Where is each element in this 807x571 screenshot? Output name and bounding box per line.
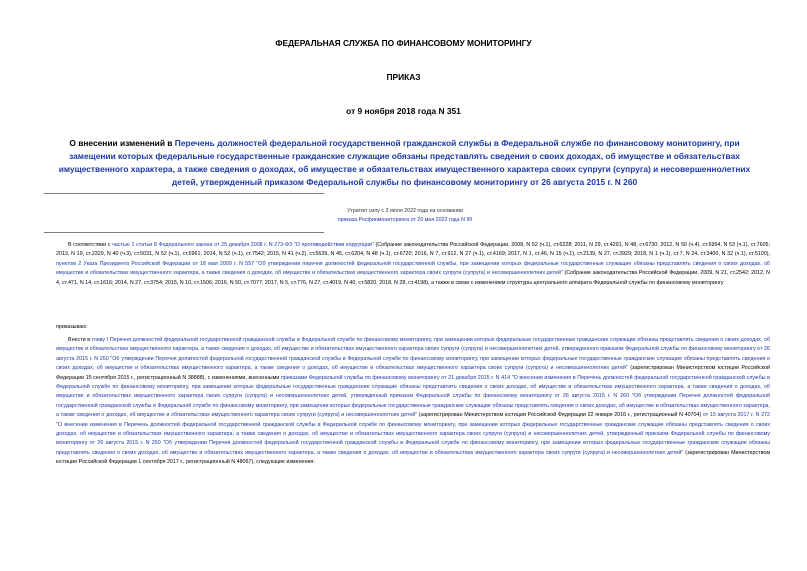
body-order-272-link[interactable]: от 15 августа 2017 г. N 272 "О внесении изменения в Перечень должностей федеральной государственной гражданской службы в Федеральной службе по финансовому мониторингу, при замещении которых федеральные государственные гражданские служащие обязаны представлять сведения о своих доходах, об имуществе и обязательствах имущественного характера, а также сведения о доходах, об имуществе и обязательствах имущественного характера своих супруги (супруга) и несовершеннолетних детей, утвержденный приказом Федеральной службы по финансовому мониторингу от 26 августа 2015 г. N 260 "Об утверждении Перечня должностей федеральной государственной гражданской службы в Федеральной службе по финансовому мониторингу, при замещении которых федеральные государственные гражданские служащие обязаны представлять сведения о своих доходах, об имуществе и обязательствах имущественного характера, а также сведения о доходах, об имуществе и обязательствах имущественного характера своих супруги (супруга) и несовершеннолетних детей" (56, 412, 771, 456)
preamble-text-3: (Собрание законодательства Российской Федерации, 2009, N 21, ст.2542; 2012, N 4, ст.471, N 14, ст.1616; 2014, N 27, ст.3754; 2015, N 10, ст.1506; 2016, N 50, ст.7077; 2017, N 5, ст.776, N 27, ст.4019, N 40, ст.5820; 2018, N 28, ст.4198), а также в связи с изменением структуры центрального аппарата Федеральной службы по финансовому мониторингу (56, 270, 770, 286)
body-paragraph (56, 336, 770, 468)
repeal-note (270, 207, 540, 225)
repeal-note-line1: Утратил силу с 3 июля 2022 года на основании (347, 208, 463, 214)
body-list-link[interactable]: главу I Перечня должностей федеральной государственной гражданской службы в Федеральной службе по финансовому мониторингу, при замещении которых федеральные государственные гражданские служащие обязаны представлять сведения о своих доходах, об имуществе и обязательствах имущественного характера, а также сведения о доходах, об имуществе и обязательствах имущественного характера своих супруги (супруга) и несовершеннолетних детей, утвержденного приказом Федеральной службы по финансовому мониторингу от 26 августа 2015 г. N 260 "Об утверждении Перечня должностей федеральной государственной гражданской службы в Федеральной службе по финансовому мониторингу, при замещении которых федеральные государственные гражданские служащие обязаны представлять сведения о своих доходах, об имуществе и обязательствах имущественного характера, а также сведения о доходах, об имуществе и обязательствах имущественного характера своих супруги (супруга) и несовершеннолетних детей" (56, 337, 771, 372)
body-text-1: Внести в (68, 337, 92, 343)
agency-heading: ФЕДЕРАЛЬНАЯ СЛУЖБА ПО ФИНАНСОВОМУ МОНИТОРИНГУ (275, 38, 532, 48)
title-text: О внесении изменений в (69, 138, 175, 148)
document-title (52, 137, 757, 189)
divider-line-2 (44, 232, 324, 233)
title-link[interactable]: Перечень должностей федеральной государственной гражданской службы в Федеральной службе по финансовому мониторингу, при замещении которых федеральные государственные гражданские служащие обязаны представлять сведения о своих доходах, об имуществе и обязательствах имущественного характера, а также сведения о доходах, об имуществе и обязательствах имущественного характера своих супруги (супруга) и несовершеннолетних детей, утвержденный приказом Федеральной службы по финансовому мониторингу от 26 августа 2015 г. N 260 (58, 138, 751, 187)
repeal-note-link[interactable]: приказа Росфинмониторинга от 20 мая 2022 года N 99 (337, 217, 473, 223)
preamble-law-link[interactable]: частью 1 статьи 8 Федерального закона от 25 декабря 2008 г. N 273-ФЗ "О противодействии коррупции" (112, 242, 374, 248)
preamble-decree-link[interactable]: пунктом 2 Указа Президента Российской Федерации от 18 мая 2009 г. N 557 "Об утверждении перечня должностей федеральной государственной службы, при замещении которых федеральные государственные служащие обязаны представлять сведения о своих доходах, об имуществе и обязательствах имущественного характера, а также сведения о доходах, об имуществе и обязательствах имущественного характера своих супруги (супруга) и несовершеннолетних детей" (56, 260, 770, 277)
body-text-4: (зарегистрирован Министерством юстиции Российской Федерации 1 сентября 2017 г., регистрационный N 48067), следующие изменения: (56, 449, 770, 466)
body-order-414-link[interactable]: приказами Федеральной службы по финансовому мониторингу от 21 декабря 2015 г. N 414 "О внесении изменения в Перечень должностей федеральной государственной гражданской службы в Федеральной службе по финансовому мониторингу, при замещении которых федеральные государственные гражданские служащие обязаны представлять сведения о своих доходах, об имуществе и обязательствах имущественного характера, а также сведения о доходах, об имуществе и обязательствах имущественного характера своих супруги (супруга) и несовершеннолетних детей, утвержденный приказом Федеральной службы по финансовому мониторингу от 26 августа 2015 г. N 260 "Об утверждении Перечня должностей федеральной государственной гражданской службы в Федеральной службе по финансовому мониторингу, при замещении которых федеральные государственные гражданские служащие обязаны представлять сведения о своих доходах, об имуществе и обязательствах имущественного характера, а также сведения о доходах, об имуществе и обязательствах имущественного характера своих супруги (супруга) и несовершеннолетних детей" (56, 374, 770, 419)
preamble-text-1: В соответствии с (68, 242, 113, 248)
order-word: приказываю: (56, 324, 88, 330)
preamble-paragraph (56, 241, 770, 288)
body-text-2: (зарегистрирован Министерством юстиции Российской Федерации 15 сентября 2015 г., регистрационный N 38888), с изменениями, внесенными (56, 365, 770, 381)
document-type: ПРИКАЗ (386, 72, 421, 82)
body-text-3: (зарегистрирован Министерством юстиции Российской Федерации 22 января 2016 г., регистрационный N 40704) (417, 412, 703, 419)
preamble-text-2: (Собрание законодательства Российской Федерации, 2008, N 52 (ч.1), ст.6228; 2011, N 29, ст.4291, N 48, ст.6730; 2012, N 50 (ч.4), ст.6954, N 53 (ч.1), ст.7605; 2013, N 19, ст.2329, N 40 (ч.3), ст.5031, N 52 (ч.1), ст.6961; 2014, N 52 (ч.1), ст.7542; 2015, N 41 (ч.2), ст.5639, N 45, ст.6204, N 48 (ч.1), ст.6720; 2016, N 7, ст.912, N 27 (ч.1), ст.4169; 2017, N 1, ст.46, N 15 (ч.1), ст.2139, N 27, ст.3929; 2018, N 1 (ч.1), ст.7, N 24, ст.3400, N 32 (ч.1), ст.5100), (56, 242, 770, 258)
divider-line (44, 193, 324, 194)
document-date-number: от 9 ноября 2018 года N 351 (346, 106, 461, 116)
